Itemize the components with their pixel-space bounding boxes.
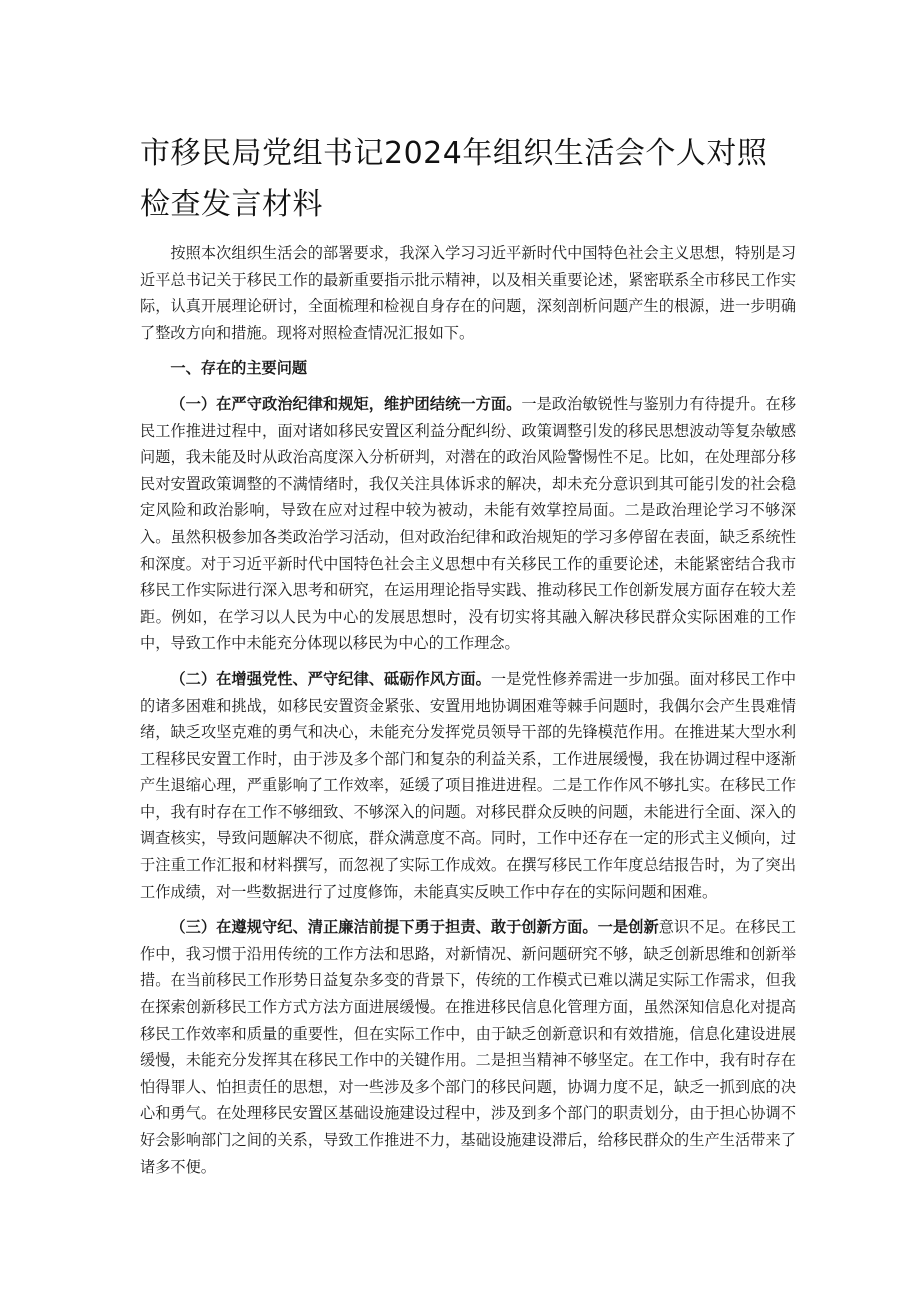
point-lead-1: （一）在严守政治纪律和规矩，维护团结统一方面。 bbox=[170, 394, 522, 413]
point-body-2: 一是党性修养需进一步加强。面对移民工作中的诸多困难和挑战，如移民安置资金紧张、安置用地协调困难等棘手问题时，我偶尔会产生畏难情绪，缺乏攻坚克难的勇气和决心，未能充分发挥党员领导干部的先锋模范作用。在推进某大型水利工程移民安置工作时，由于涉及多个部门和复杂的利益关系，工作进展缓慢，我在协调过程中逐渐产生退缩心理，严重影响了工作效率，延缓了项目推进进程。二是工作作风不够扎实。在移民工作中，我有时存在工作不够细致、不够深入的问题。对移民群众反映的问题，未能进行全面、深入的调查核实，导致问题解决不彻底，群众满意度不高。同时，工作中还存在一定的形式主义倾向，过于注重工作汇报和材料撰写，而忽视了实际工作成效。在撰写移民工作年度总结报告时，为了突出工作成绩，对一些数据进行了过度修饰，未能真实反映工作中存在的实际问题和困难。 bbox=[140, 669, 797, 901]
section-heading: 一、存在的主要问题 bbox=[170, 359, 308, 378]
point-body-1: 一是政治敏锐性与鉴别力有待提升。在移民工作推进过程中，面对诸如移民安置区利益分配纠纷、政策调整引发的移民思想波动等复杂敏感问题，我未能及时从政治高度深入分析研判，对潜在的政治风险警惕性不足。比如，在处理部分移民对安置政策调整的不满情绪时，我仅关注具体诉求的解决，却未充分意识到其可能引发的社会稳定风险和政治影响，导致在应对过程中较为被动，未能有效掌控局面。二是政治理论学习不够深入。虽然积极参加各类政治学习活动，但对政治纪律和政治规矩的学习多停留在表面，缺乏系统性和深度。对于习近平新时代中国特色社会主义思想中有关移民工作的重要论述，未能紧密结合我市移民工作实际进行深入思考和研究，在运用理论指导实践、推动移民工作创新发展方面存在较大差距。例如，在学习以人民为中心的发展思想时，没有切实将其融入解决移民群众实际困难的工作中，导致工作中未能充分体现以移民为中心的工作理念。 bbox=[140, 394, 797, 653]
document-page bbox=[140, 128, 796, 1189]
point-paragraph-1 bbox=[140, 391, 796, 657]
point-paragraph-2 bbox=[140, 666, 796, 905]
document-title: 市移民局党组书记2024年组织生活会个人对照检查发言材料 bbox=[140, 136, 768, 222]
point-lead-2: （二）在增强党性、严守纪律、砥砺作风方面。 bbox=[170, 669, 491, 688]
intro-paragraph: 按照本次组织生活会的部署要求，我深入学习习近平新时代中国特色社会主义思想，特别是习近平总书记关于移民工作的最新重要指示批示精神，以及相关重要论述，紧密联系全市移民工作实际，认真开展理论研讨，全面梳理和检视自身存在的问题，深刻剖析问题产生的根源，进一步明确了整改方向和措施。现将对照检查情况汇报如下。 bbox=[140, 244, 796, 342]
point-paragraph-3 bbox=[140, 914, 796, 1180]
point-body-3: 意识不足。在移民工作中，我习惯于沿用传统的工作方法和思路，对新情况、新问题研究不够，缺乏创新思维和创新举措。在当前移民工作形势日益复杂多变的背景下，传统的工作模式已难以满足实际工作需求，但我在探索创新移民工作方式方法方面进展缓慢。在推进移民信息化管理方面，虽然深知信息化对提高移民工作效率和质量的重要性，但在实际工作中，由于缺乏创新意识和有效措施，信息化建设进展缓慢，未能充分发挥其在移民工作中的关键作用。二是担当精神不够坚定。在工作中，我有时存在怕得罪人、怕担责任的思想，对一些涉及多个部门的移民问题，协调力度不足，缺乏一抓到底的决心和勇气。在处理移民安置区基础设施建设过程中，涉及到多个部门的职责划分，由于担心协调不好会影响部门之间的关系，导致工作推进不力，基础设施建设滞后，给移民群众的生产生活带来了诸多不便。 bbox=[140, 918, 797, 1176]
point-lead-3: （三）在遵规守纪、清正廉洁前提下勇于担责、敢于创新方面。一是创新 bbox=[170, 918, 659, 937]
